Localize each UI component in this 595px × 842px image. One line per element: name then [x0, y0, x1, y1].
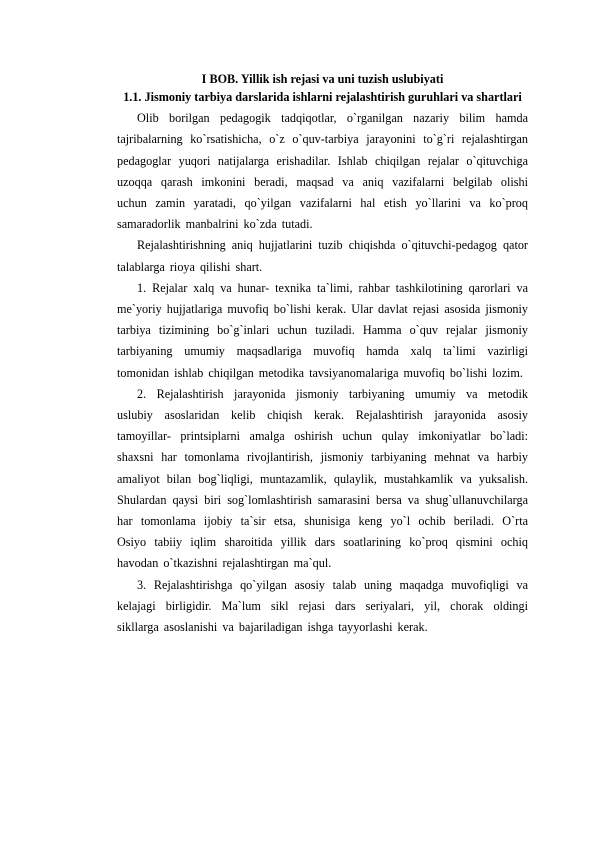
section-title: 1.1. Jismoniy tarbiya darslarida ishlarni rejalashtirish guruhlari va shartlari: [123, 90, 522, 104]
paragraph-item-1: 1. Rejalar xalq va hunar- texnika ta`limi, rahbar tashkilotining qarorlari va me`yoriy hujjatlariga muvofiq bo`lishi kerak. Ular davlat rejasi asosida jismoniy tarbiya tizimining bo`g`inlari uchun tuziladi. Hamma o`quv rejalar jismoniy tarbiyaning umumiy maqsadlariga muvofiq hamda xalq ta`limi vazirligi tomonidan ishlab chiqilgan metodika tavsiyanomalariga muvofiq bo`lishi lozim.: [117, 280, 528, 380]
paragraph-item-3: 3. Rejalashtirishga qo`yilgan asosiy talab uning maqadga muvofiqligi va kelajagi birligidir. Ma`lum sikl rejasi dars seriyalari, yil, chorak oldingi sikllarga asoslanishi va bajariladigan ishga tayyorlashi kerak.: [117, 577, 528, 635]
paragraph-item-2: 2. Rejalashtirish jarayonida jismoniy tarbiyaning umumiy va metodik uslubiy asoslaridan kelib chiqish kerak. Rejalashtirish jarayonida asosiy tamoyillar- printsiplarni amalga oshirish uchun qulay imkoniyatlar bo`ladi: shaxsni har tomonlama rivojlantirish, jismoniy tarbiyaning mehnat va harbiy amaliyot bilan bog`liqligi, muntazamlik, qulaylik, mustahkamlik va yuksalish. Shulardan qaysi biri sog`lomlashtirish samarasini bersa va shug`ullanuvchilarga har tomonlama ijobiy ta`sir etsa, shunisiga keng yo`l ochib beriladi. O`rta Osiyo tabiiy iqlim sharoitida yillik dars soatlarining ko`proq qismini ochiq havodan o`tkazishni rejalashtirgan ma`qul.: [117, 386, 528, 571]
chapter-title: I BOB. Yillik ish rejasi va uni tuzish uslubiyati: [201, 72, 444, 86]
paragraph-requirements: Rejalashtirishning aniq hujjatlarini tuzib chiqishda o`qituvchi-pedagog qator talablarga rioya qilishi shart.: [117, 238, 528, 274]
document-body: [117, 67, 528, 638]
paragraph-intro: Olib borilgan pedagogik tadqiqotlar, o`rganilgan nazariy bilim hamda tajribalarning ko`rsatishicha, o`z o`quv-tarbiya jarayonini to`g`ri rejalashtirgan pedagoglar yuqori natijalarga erishadilar. Ishlab chiqilgan rejalar o`qituvchiga uzoqqa qarash imkonini beradi, maqsad va aniq vazifalarni belgilab olishi uchun zamin yaratadi, qo`yilgan vazifalarni hal etish yo`llarini va ko`proq samaradorlik manbalrini ko`zda tutadi.: [117, 111, 528, 232]
